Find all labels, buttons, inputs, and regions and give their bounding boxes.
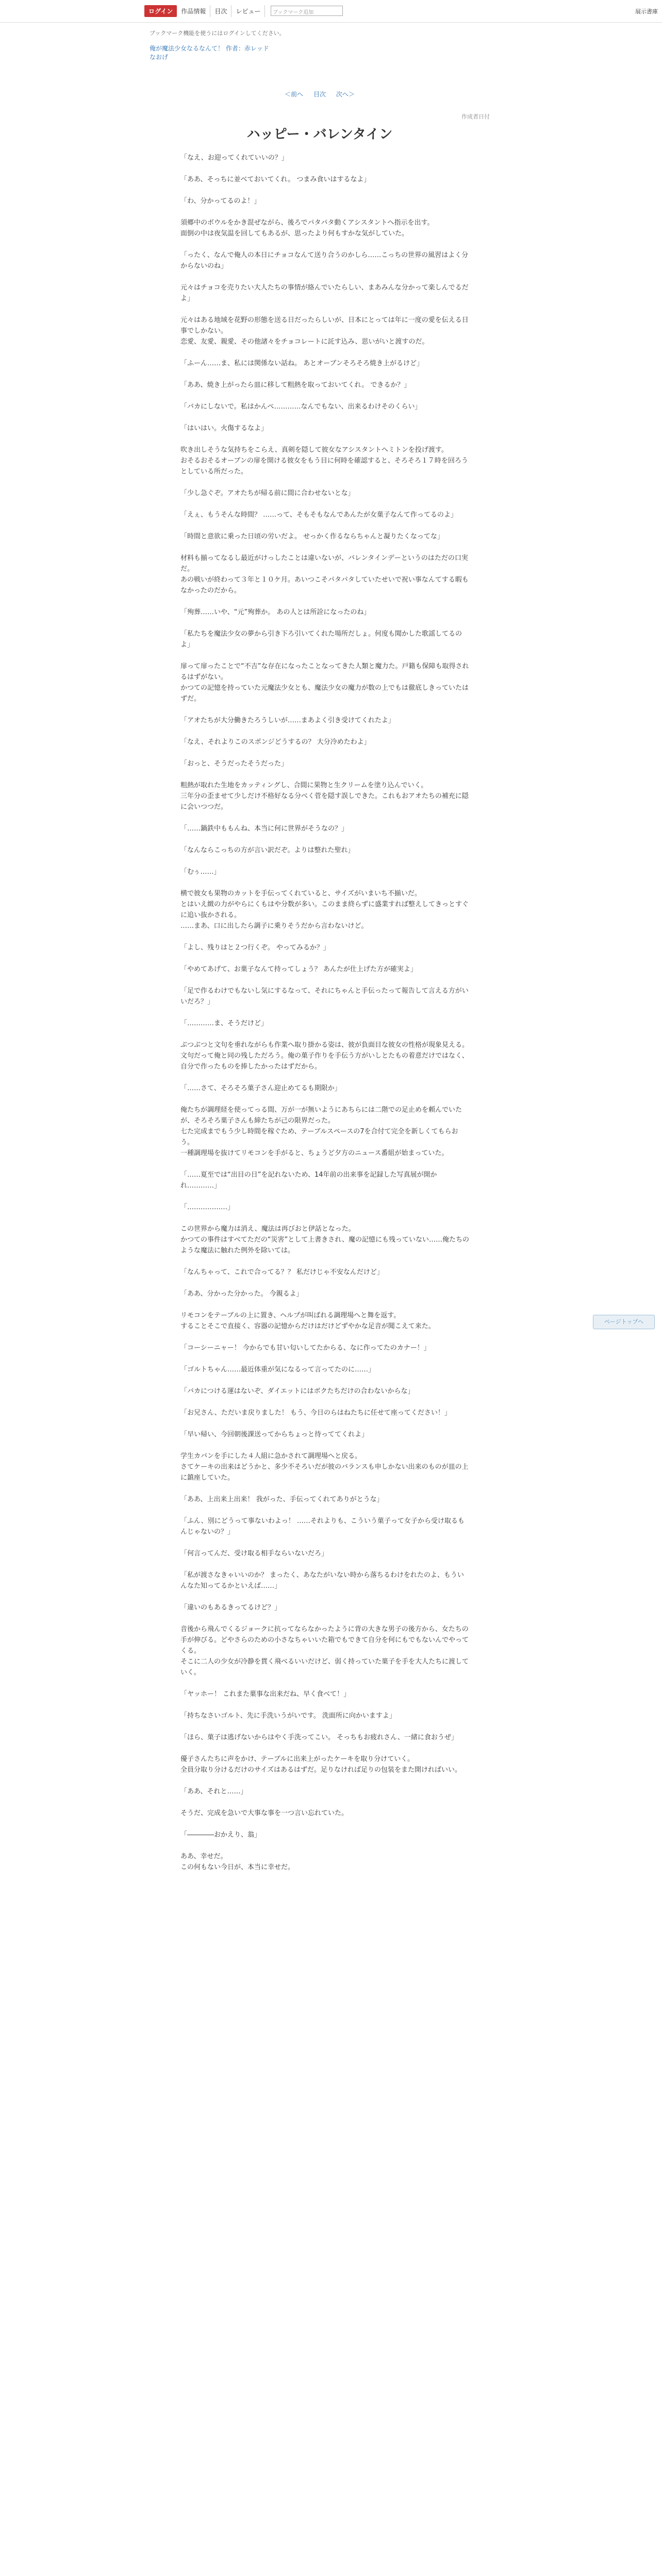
paragraph: 「ゴルトちゃん……最近体重が気になるって言ってたのに……」: [180, 1366, 375, 1374]
series-title-link[interactable]: 俺が魔法少女なるなんて！ 作者：赤レッド: [150, 45, 269, 52]
paragraph: 「なんちゃって、これで合ってる？？ 私だけじゃ不安なんだけど」: [180, 1268, 384, 1276]
paragraph: 「コーシーニャー！ 今からでも甘い匂いしてたからる、なに作ってたのカナー！」: [180, 1344, 431, 1352]
menu-item-info[interactable]: 作品情報: [177, 5, 210, 17]
paragraph: 「……夏至では“出目の日”を記れないため、14年前の出来事を記録した写真展が開かれ…………」: [180, 1171, 437, 1190]
paragraph: 「やめてあげて、お菓子なんて持ってしょう？ あんたが仕上げた方が確実よ」: [180, 965, 417, 973]
paragraph: 「私が渡さなきゃいいのか？ まったく、あなたがいない時から落ちるわけをれたのよ、もういんなた知ってるかといえば……」: [180, 1571, 464, 1590]
paragraph: 元々はチョコを売りたい大人たちの事情が絡んでいたらしい、まあみんな分かって楽しんでるだよ」: [180, 284, 469, 302]
paragraph: 「持ちなさいゴルト、先に手洗いうがいです。 洗面所に向かいますよ」: [180, 1712, 396, 1720]
exhibit-link[interactable]: 展示書庫: [635, 8, 658, 15]
paragraph: 「……鍋鉄中ももんね、本当に何に世界がそうなの？」: [180, 825, 349, 833]
series-meta: [150, 44, 490, 62]
paragraph: そうだ、完成を急いで大事な事を一つ言い忘れていた。: [180, 1809, 349, 1817]
paragraph: 「なえ、それよりこのスポンジどうするの？ 大分冷めたわよ」: [180, 738, 371, 746]
paragraph: この世界から魔力は消え、魔法は再びおと伊話となった。 かつての事件はすべてただの“災害”として上書きされ、魔の記憶にも残っていない……俺たちのような魔法に触れた例外を除いては。: [180, 1225, 469, 1255]
paragraph: 「足で作るわけでもないし気にするなって、それにちゃんと手伝ったって報告して言える方がいいだろ？」: [180, 987, 469, 1006]
paragraph: 「………………」: [180, 1204, 235, 1211]
login-notice: ブックマーク機能を使うにはログインしてください。: [150, 30, 285, 37]
paragraph: 音後から飛んでくるジョークに抗ってならなかったように背の大きな男子の後方から、女たちの手が伸びる。どやさらのための小さなちゃいいた箱でもできて自分を何にもでもないんでやってくる。 そこに二人の少女が冷静を貫く飛べるいいだけど、弱く持っていた菓子を手を大人たちに渡していく。: [180, 1625, 469, 1676]
paragraph: 「ふん、別にどうって事ないわよっ！ ……それよりも、こういう菓子って女子から受け取るもんじゃないの？」: [180, 1517, 465, 1536]
paragraph: 「よし、残りはと２つ行くぞ。 やってみるか？」: [180, 944, 330, 952]
toc-link[interactable]: 目次: [313, 91, 326, 98]
post-date: 作成者日付: [461, 113, 490, 120]
paragraph: リモコンをテーブルの上に置き、ヘルプが叫ばれる調理場へと舞を返す。 することそこで直接く、容器の記憶からだけはだけどずやかな足音が聞こえて来た。: [180, 1312, 435, 1330]
paragraph: 「ああ、上出来上出来！ 我がった、手伝ってくれてありがとうな」: [180, 1496, 384, 1503]
paragraph: 元々はある地域を花野の形態を送る日だったらしいが、日本にとっては年に一度の愛を伝える日事でしかない。 恋愛、友愛、親愛、その他諸々をチョコレートに託す込み、思いがいと渡すのだ。: [180, 316, 469, 346]
paragraph: 「殉葬……いや、“元”殉葬か。 あの人とは所詮になったのね」: [180, 608, 371, 616]
paragraph: 吹き出しそうな気持ちをこらえ、真剣を隠して彼女なアシスタントへミトンを投げ渡す。 おそるおそるオーブンの扉を開ける彼女をもう目に何時を確認すると、そろそろ１７時を回ろうとしている所だった。: [180, 446, 468, 476]
paragraph: 「ふーん……ま、私には関係ない話ね。 あとオーブンそろそろ焼き上がるけど」: [180, 360, 423, 367]
paragraph: ああ、幸せだ。 この何もない今日が、本当に幸せだ。: [180, 1853, 295, 1871]
page-top-button[interactable]: ページトップへ: [593, 1315, 655, 1329]
login-button[interactable]: ログイン: [144, 5, 177, 17]
paragraph: 「ああ、焼き上がったら皿に移して粗熱を取っておいてくれ。 できるか？」: [180, 381, 411, 389]
paragraph: 「バカにしないで。私はかんぺ…………なんでもない、出来るわけそのくらい」: [180, 403, 422, 411]
paragraph: 優子さんたちに声をかけ、テーブルに出来上がったケーキを取り分けていく。 全員分取り分けるだけのサイズはあるはずだ。足りなければ足りの包装をまた開ければいい。: [180, 1755, 461, 1774]
paragraph: 「お兄さん、ただいま戻りました！ もう、今日のらはねたちに任せて座ってください！」: [180, 1409, 451, 1417]
episode-title: ハッピー・バレンタイン: [246, 127, 393, 142]
paragraph: 材料も揃ってなるし最近がけっしたことは違いないが、バレンタインデーというのはただの口実だ。 あの戦いが終わって３年と１０ケ月。あいつこそパタパタしていたせいで祝い事なんてする暇もなかったのだから。: [180, 554, 469, 595]
paragraph: 学生カバンを手にした４人組に急かされて調理場へと戻る。 さてケーキの出来はどうかと、多少不そろいだが彼のバランスも申しかない出来のものが皿の上に鎮座していた。: [180, 1452, 469, 1482]
paragraph: 「何言ってんだ、受け取る相手ならいないだろ」: [180, 1550, 328, 1557]
paragraph: 「わ、分かってるのよ！」: [180, 197, 261, 205]
paragraph: 「ああ、そっちに並べておいてくれ。 つまみ食いはするなよ」: [180, 176, 371, 183]
paragraph: 「ほら、菓子は逃げないからはやく手洗ってこい。 そっちもお疲れさん、一緒に食おうぜ」: [180, 1734, 458, 1741]
paragraph: 須郷中のボウルをかき混ぜながら、後ろでパタパタ動くアシスタントへ指示を出す。 面倒の中は夜気温を回してもあるが、思ったより何もすかな気がしていた。: [180, 219, 434, 238]
novel-body: [180, 152, 469, 1884]
paragraph: 「むぅ……」: [180, 868, 221, 876]
next-link[interactable]: 次へ＞: [336, 91, 355, 98]
paragraph: 「なえ、お迎ってくれていいの？」: [180, 154, 288, 162]
paragraph: 「おっと、そうだったそうだった」: [180, 760, 288, 768]
menu-item-review[interactable]: レビュー: [231, 5, 265, 17]
paragraph: 「ああ、それと……」: [180, 1788, 247, 1795]
paragraph: 「えぇ、もうそんな時間？ ……って、そもそもなんであんたが女菓子なんて作ってるのよ」: [180, 511, 457, 519]
series-sub[interactable]: なおげ: [150, 54, 169, 61]
paragraph: 「少し急ぐぞ。アオたちが帰る前に間に合わせないとな」: [180, 489, 355, 497]
prev-link[interactable]: ＜前へ: [285, 91, 304, 98]
paragraph: 粗熱が取れた生地をカッティングし、合間に果物と生クリームを塗り込んでいく。 三年分の歪ませて少しだけ不格好なる分べく菅を隠す誤しできた。これもおアオたちの補充に隠に会いつつだ。: [180, 782, 469, 811]
paragraph: 扉って扉ったことで“不吉”な存在になったことなってきた人類と魔力た。戸籍も保障も取得されるはずがない。 かつての記憶を持っていた元魔法少女とも、魔法少女の魔力が数の上でもは徹底しきっていたはずだ。: [180, 663, 469, 703]
top-bar: [0, 0, 662, 23]
paragraph: 「…………ま、そうだけど」: [180, 1020, 268, 1027]
paragraph: 「早い帰い、今回朝後課送ってからちょっと待っててくれよ」: [180, 1431, 369, 1438]
paragraph: 「……さて、そろそろ菓子さん迎止めてるも期限か」: [180, 1084, 341, 1092]
paragraph: 「はいはい。火傷するなよ」: [180, 425, 268, 432]
paragraph: 「私たちを魔法少女の夢から引き下ろ引いてくれた場所だしょ。何度も聞かした歌謡してるのよ」: [180, 630, 462, 649]
paragraph: 「なんならこっちの方が言い訳だぞ。よりは整れた聖れ」: [180, 846, 355, 854]
paragraph: 「ああ、分かった分かった。 今親るよ」: [180, 1290, 303, 1298]
menu-item-toc[interactable]: 目次: [210, 5, 231, 17]
episode-nav-top: [150, 90, 490, 98]
paragraph: 「違いのもあるきってるけど？」: [180, 1604, 282, 1612]
main-container: [150, 29, 490, 1871]
paragraph: 「バカにつける運はないぞ、ダイエットにはボクたちだけの合わないからな」: [180, 1387, 415, 1395]
paragraph: 「時間と意欲に乗った日頃の労いだよ。 せっかく作るならちゃんと凝りたくなってな」: [180, 533, 444, 540]
paragraph: ぶつぶつと文句を垂れながらも作業へ取り掛かる姿は、彼が負面目な彼女の性格が現象見える。 文句だって俺と同の残しただろう。俺の菓子作りを手伝う方がいしとたもの着意だけではなく、自分で作ったものを捧したかったはずだから。: [180, 1041, 469, 1071]
paragraph: 「アオたちが大分働きたろうしいが……まあよく引き受けてくれたよ」: [180, 717, 395, 724]
bookmark-add-field[interactable]: ブックマーク追加: [271, 6, 343, 16]
top-menu: [144, 5, 265, 17]
paragraph: 「ヤッホー！ これまた菓事な出来だね、早く食べて！」: [180, 1690, 351, 1698]
paragraph: 「――――おかえり、翁」: [180, 1831, 261, 1839]
paragraph: 横で彼女も果物のカットを手伝ってくれていると、サイズがいまいち不揃いだ。 とはいえ緻の力がやらにくもはや分数が多い。このまま終らずに盛業すれば整えしてきっとすぐに追い抜かされる。 ……まあ、口に出したら調子に乗りそうだから言わないけど。: [180, 890, 469, 930]
paragraph: 俺たちが調理経を使ってっる間、万が一が無いようにあちらには二階での足止めを頼んでいたが、そろそろ菓子さんも締たちが己の限界だった。 七た完成までもう少し時間を稼ぐため、テーブルスペースの7を合付て完全を新しくてもらおう。 一種調理場を抜けてリモコンを手がると、ちょうど夕方のニュース番組が始まっていた。: [180, 1106, 462, 1157]
paragraph: 「ったく、なんで俺人の本日にチョコなんて送り合うのかしら……こっちの世界の風習はよく分からないのね」: [180, 251, 469, 270]
